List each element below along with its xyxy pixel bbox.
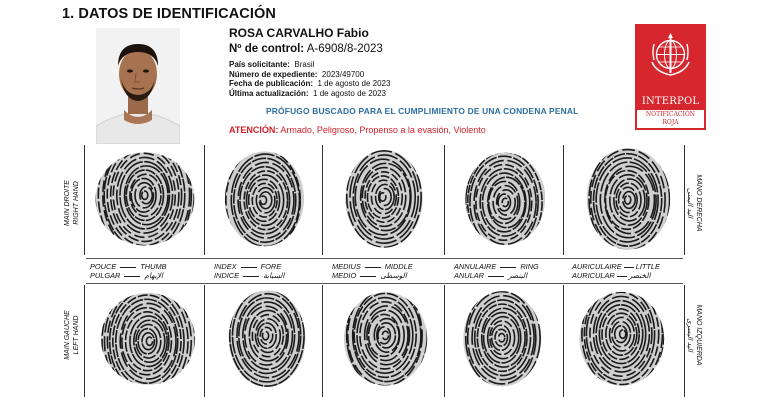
meta-value: Brasil	[294, 60, 315, 69]
meta-label: País solicitante:	[229, 60, 290, 69]
control-label: Nº de control:	[229, 43, 305, 55]
meta-value: 1 de agosto de 2023	[313, 88, 386, 98]
finger-name-es: AURICULAR	[572, 271, 615, 280]
finger-name-en: LITTLE	[635, 262, 660, 271]
finger-name-fr: INDEX	[214, 262, 237, 271]
fingerprint-left-index	[210, 287, 320, 395]
side-label-line: MAIN GAUCHE	[64, 310, 71, 360]
meta-label: Número de expediente:	[229, 69, 318, 79]
finger-name-fr: POUCE	[90, 262, 117, 271]
meta-row	[229, 60, 390, 70]
meta-row	[229, 89, 390, 99]
section-title: 1. DATOS DE IDENTIFICACIÓN	[62, 6, 276, 22]
grid-divider	[444, 285, 445, 397]
side-label-line: اليد اليسرى	[686, 318, 693, 352]
grid-rule	[86, 258, 683, 259]
side-label-line: اليد اليمنى	[686, 188, 693, 218]
fingerprint-right-index	[210, 147, 320, 255]
control-number	[229, 43, 383, 55]
finger-label-thumb	[90, 262, 167, 280]
finger-label-index	[214, 262, 284, 280]
finger-name-es: PULGAR	[90, 271, 121, 280]
notice-line: NOTIFICACIÓN	[645, 111, 696, 118]
suspect-photo	[96, 28, 180, 144]
logo-brand-text: INTERPOL	[641, 96, 700, 107]
finger-label-middle	[332, 262, 413, 280]
left-side-label-top	[63, 153, 81, 253]
warning-line	[229, 125, 486, 135]
fingerprint-left-thumb	[90, 287, 200, 395]
finger-label-little	[572, 262, 660, 280]
fingerprint-left-ring	[450, 287, 560, 395]
grid-divider	[684, 145, 685, 255]
grid-rule	[86, 283, 683, 284]
fingerprint-right-thumb	[90, 147, 200, 255]
meta-label: Fecha de publicación:	[229, 79, 314, 89]
fingerprint-left-middle	[330, 287, 440, 395]
grid-divider	[684, 285, 685, 397]
grid-divider	[84, 145, 85, 255]
right-side-label-top	[685, 153, 703, 253]
fingerprint-left-little	[570, 287, 680, 395]
side-label-line: MAIN DROITE	[64, 180, 71, 226]
finger-name-fr: ANNULAIRE	[454, 262, 497, 271]
meta-value: 1 de agosto de 2023	[317, 79, 391, 89]
red-notice-label	[637, 110, 704, 128]
interpol-emblem-icon	[648, 32, 693, 77]
fingerprint-right-middle	[330, 147, 440, 255]
grid-divider	[563, 145, 564, 255]
person-name: ROSA CARVALHO Fabio	[229, 26, 369, 40]
grid-divider	[204, 145, 205, 255]
right-side-label-bottom	[685, 285, 703, 385]
finger-name-ar: الإبهام	[144, 271, 163, 280]
finger-name-fr: MEDIUS	[332, 262, 361, 271]
finger-name-es: INDICE	[214, 271, 240, 280]
finger-name-en: THUMB	[140, 262, 167, 271]
side-label-line: LEFT HAND	[73, 315, 80, 355]
finger-name-ar: البنصر	[507, 271, 528, 280]
finger-name-ar: السبابة	[263, 271, 285, 280]
finger-name-es: ANULAR	[454, 271, 484, 280]
grid-divider	[84, 285, 85, 397]
warning-value: Armado, Peligroso, Propenso a la evasión, Violento	[280, 125, 486, 135]
side-label-line: MANO DERECHA	[695, 174, 702, 232]
grid-divider	[204, 285, 205, 397]
finger-name-ar: الخنصر	[628, 271, 651, 280]
interpol-red-notice-logo	[635, 24, 706, 130]
notice-metadata	[229, 60, 390, 98]
finger-name-fr: AURICULAIRE	[572, 262, 622, 271]
meta-value: 2023/49700	[321, 69, 365, 79]
grid-divider	[322, 145, 323, 255]
grid-divider	[444, 145, 445, 255]
identity-header	[229, 26, 383, 55]
finger-name-en: FORE	[260, 262, 282, 271]
meta-label: Última actualización:	[229, 88, 309, 98]
grid-divider	[563, 285, 564, 397]
grid-divider	[322, 285, 323, 397]
finger-name-en: MIDDLE	[384, 262, 413, 271]
finger-name-ar: الوسطى	[380, 271, 407, 280]
warning-label: ATENCIÓN:	[229, 125, 279, 135]
finger-label-ring	[454, 262, 539, 280]
fingerprint-right-little	[570, 147, 680, 255]
wanted-banner: PRÓFUGO BUSCADO PARA EL CUMPLIMIENTO DE UNA CONDENA PENAL	[266, 106, 579, 116]
left-side-label-bottom	[63, 285, 81, 385]
notice-line: ROJA	[662, 119, 679, 126]
meta-row	[229, 79, 390, 89]
fingerprint-right-ring	[450, 147, 560, 255]
side-label-line: MANO IZQUIERDA	[695, 304, 702, 366]
meta-row	[229, 70, 390, 80]
side-label-line: RIGHT HAND	[73, 181, 80, 225]
finger-name-es: MEDIO	[332, 271, 357, 280]
control-value: A-6908/8-2023	[306, 43, 383, 55]
finger-name-en: RING	[520, 262, 539, 271]
